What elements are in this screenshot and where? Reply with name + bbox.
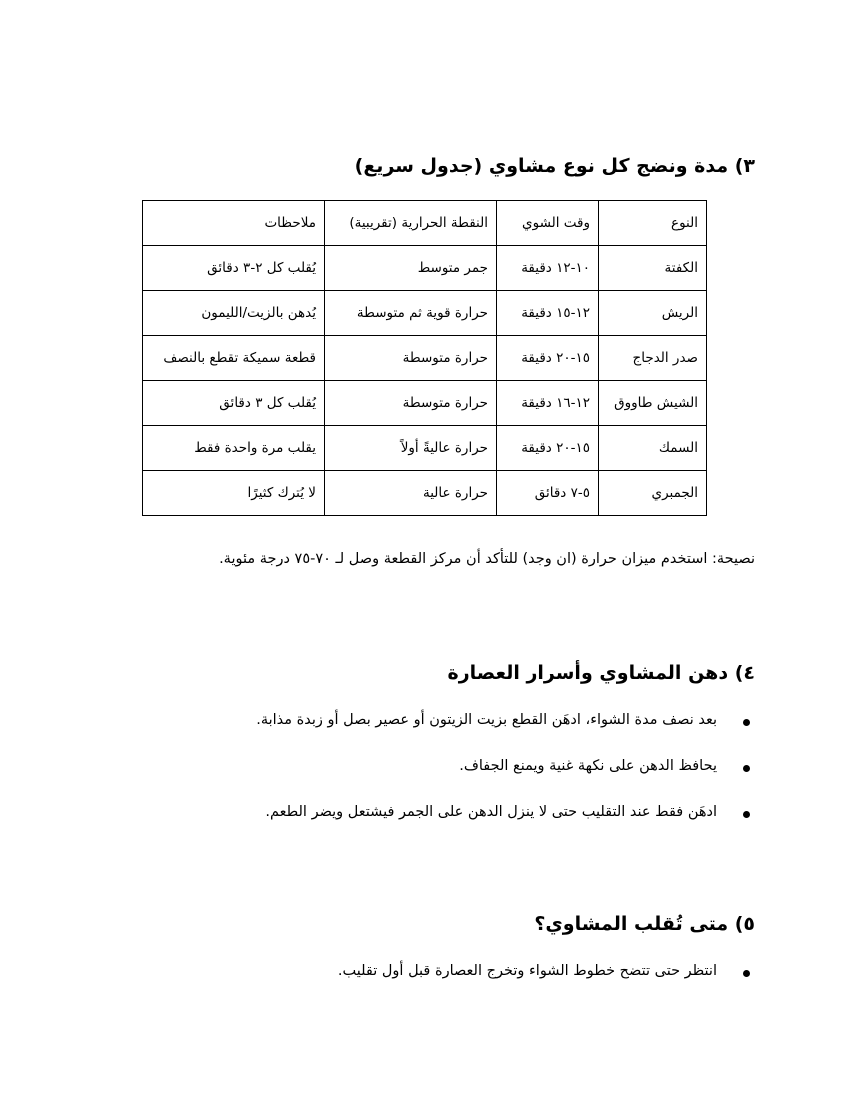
table-cell: ٥-٧ دقائق [497,471,599,516]
table-header-row [143,201,707,246]
table-cell: قطعة سميكة تقطع بالنصف [143,336,325,381]
table-cell: لا يُترك كثيرًا [143,471,325,516]
list-item [256,758,755,804]
table-cell: حرارة عاليةً أولاً [325,426,497,471]
table-cell: الشيش طاووق [599,381,707,426]
table-cell: حرارة متوسطة [325,336,497,381]
bullet-dot-icon [743,765,750,772]
section-3-title: ٣) مدة ونضج كل نوع مشاوي (جدول سريع) [354,155,755,177]
section-4-title: ٤) دهن المشاوي وأسرار العصارة [447,662,755,684]
table-cell: ١٥-٢٠ دقيقة [497,426,599,471]
table-row [143,246,707,291]
table-cell: حرارة عالية [325,471,497,516]
table-cell: يُقلب كل ٢-٣ دقائق [143,246,325,291]
list-item-text: بعد نصف مدة الشواء، ادهَن القطع بزيت الزيتون أو عصير بصل أو زبدة مذابة. [256,712,717,728]
list-item-text: انتظر حتى تتضح خطوط الشواء وتخرج العصارة قبل أول تقليب. [337,963,717,979]
bullet-dot-icon [743,811,750,818]
bullet-dot-icon [743,970,750,977]
table-cell: يُدهن بالزيت/الليمون [143,291,325,336]
section-4-bullet-list [256,712,755,850]
list-item [256,712,755,758]
table-header-cell: النوع [599,201,707,246]
table-cell: السمك [599,426,707,471]
list-item [256,804,755,850]
table-header-cell: وقت الشوي [497,201,599,246]
table-cell: الكفتة [599,246,707,291]
table-cell: ١٠-١٢ دقيقة [497,246,599,291]
table-header-cell: ملاحظات [143,201,325,246]
table-cell: الريش [599,291,707,336]
thermometer-tip: نصيحة: استخدم ميزان حرارة (ان وجد) للتأكد أن مركز القطعة وصل لـ ٧٠-٧٥ درجة مئوية. [219,551,755,567]
table-cell: يقلب مرة واحدة فقط [143,426,325,471]
table-header-cell: النقطة الحرارية (تقريبية) [325,201,497,246]
table-row [143,471,707,516]
list-item-text: يحافظ الدهن على نكهة غنية ويمنع الجفاف. [459,758,717,774]
table-row [143,291,707,336]
bullet-dot-icon [743,719,750,726]
table-cell: ١٥-٢٠ دقيقة [497,336,599,381]
table-cell: يُقلب كل ٣ دقائق [143,381,325,426]
table-row [143,426,707,471]
table-cell: حرارة قوية ثم متوسطة [325,291,497,336]
list-item [338,963,755,1009]
table-row [143,336,707,381]
table-cell: ١٢-١٥ دقيقة [497,291,599,336]
section-5-title: ٥) متى تُقلب المشاوي؟ [534,913,755,935]
section-5-bullet-list [338,963,755,1009]
grilling-time-table [142,200,707,516]
table-cell: ١٢-١٦ دقيقة [497,381,599,426]
table-cell: جمر متوسط [325,246,497,291]
table-cell: صدر الدجاج [599,336,707,381]
list-item-text: ادهَن فقط عند التقليب حتى لا ينزل الدهن على الجمر فيشتعل ويضر الطعم. [265,804,717,820]
table-cell: الجمبري [599,471,707,516]
table-row [143,381,707,426]
table-cell: حرارة متوسطة [325,381,497,426]
